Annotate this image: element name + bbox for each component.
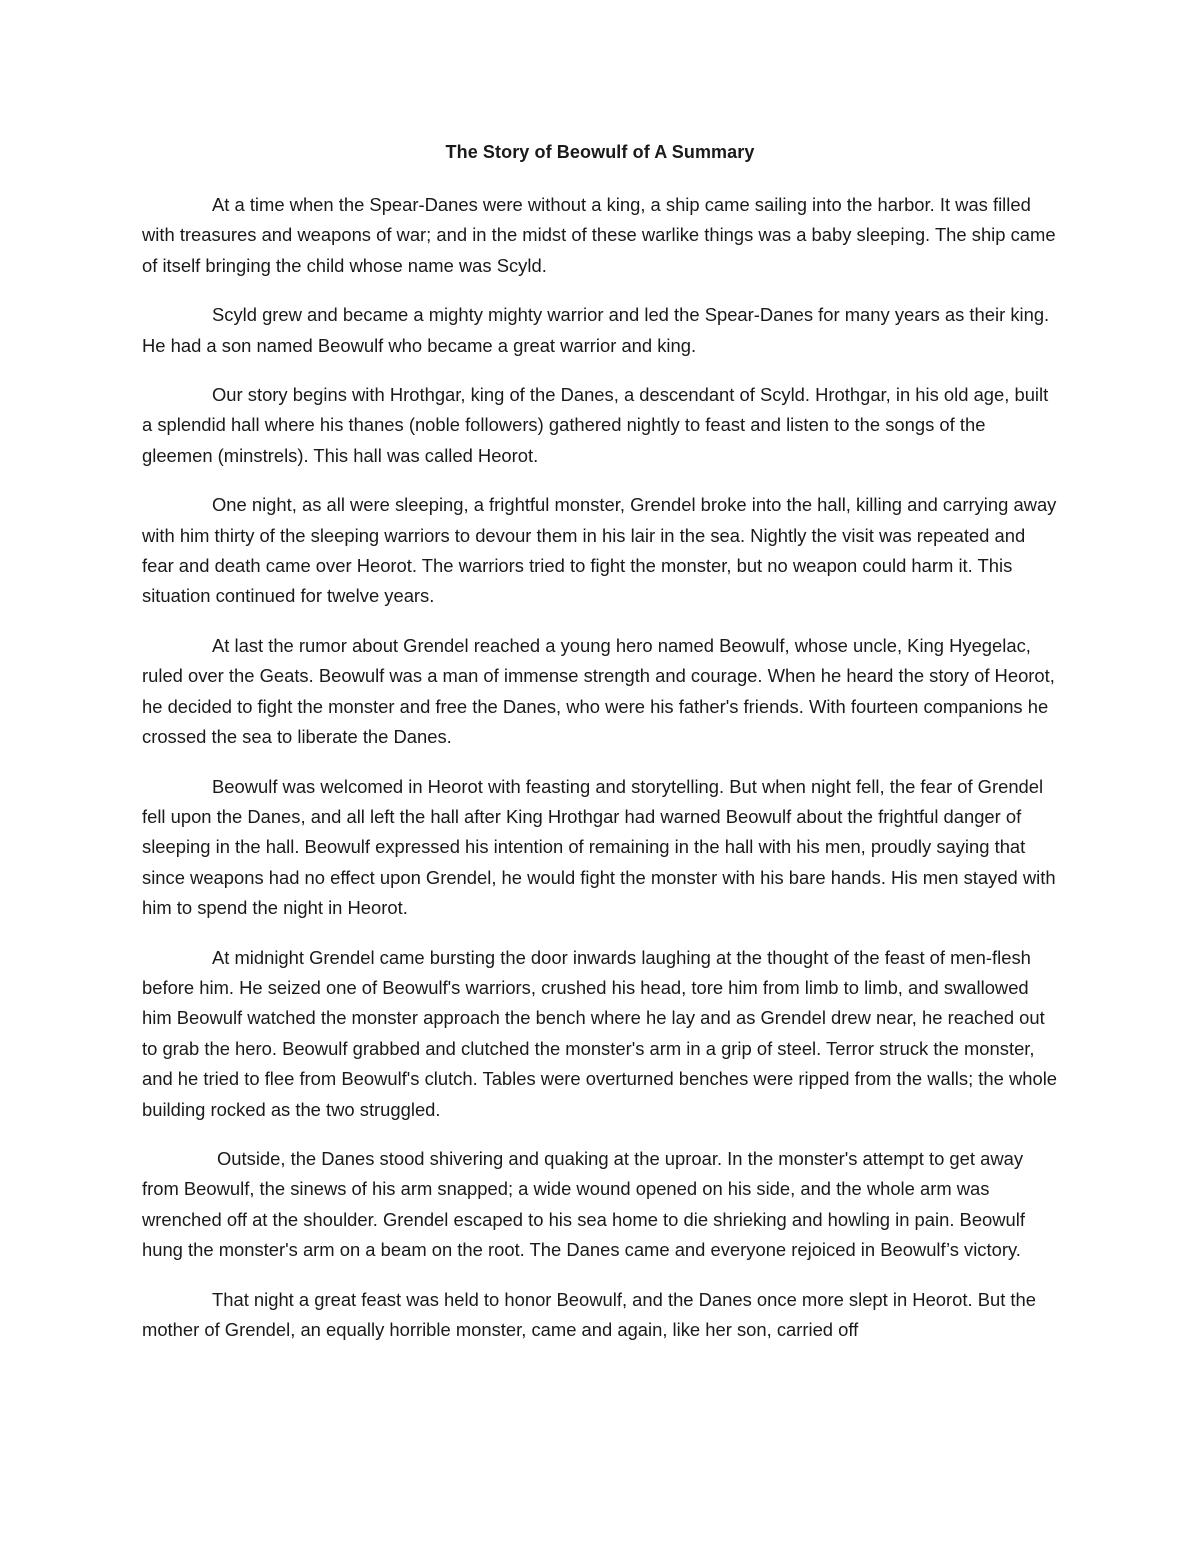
paragraph-8: Outside, the Danes stood shivering and quaking at the uproar. In the monster's attempt to get away from Beowulf, the sinews of his arm snapped; a wide wound opened on his side, and the whole arm was wrenched off at the shoulder. Grendel escaped to his sea home to die shrieking and howling in pain. Beowulf hung the monster's arm on a beam on the root. The Danes came and everyone rejoiced in Beowulf’s victory.: [142, 1147, 1025, 1261]
document-title: The Story of Beowulf of A Summary: [445, 142, 755, 162]
document-body: [142, 190, 1060, 1364]
paragraph-3: Our story begins with Hrothgar, king of the Danes, a descendant of Scyld. Hrothgar, in his old age, built a splendid hall where his thanes (noble followers) gathered nightly to feast and listen to the songs of the gleemen (minstrels). This hall was called Heorot.: [142, 384, 1049, 466]
paragraph-4: One night, as all were sleeping, a frightful monster, Grendel broke into the hall, killing and carrying away with him thirty of the sleeping warriors to devour them in his lair in the sea. Nightly the visit was repeated and fear and death came over Heorot. The warriors tried to fight the monster, but no weapon could harm it. This situation continued for twelve years.: [142, 494, 1057, 607]
paragraph-2: Scyld grew and became a mighty mighty warrior and led the Spear-Danes for many years as their king. He had a son named Beowulf who became a great warrior and king.: [142, 304, 1050, 356]
paragraph-9: That night a great feast was held to honor Beowulf, and the Danes once more slept in Heorot. But the mother of Grendel, an equally horrible monster, came and again, like her son, carried off: [142, 1288, 1036, 1340]
paragraph-1: At a time when the Spear-Danes were without a king, a ship came sailing into the harbor. It was filled with treasures and weapons of war; and in the midst of these warlike things was a baby sleeping. The ship came of itself bringing the child whose name was Scyld.: [142, 194, 1056, 276]
paragraph-7: At midnight Grendel came bursting the door inwards laughing at the thought of the feast of men-flesh before him. He seized one of Beowulf's warriors, crushed his head, tore him from limb to limb, and swallowed him Beowulf watched the monster approach the bench where he lay and as Grendel drew near, he reached out to grab the hero. Beowulf grabbed and clutched the monster's arm in a grip of steel. Terror struck the monster, and he tried to flee from Beowulf's clutch. Tables were overturned benches were ripped from the walls; the whole building rocked as the two struggled.: [142, 946, 1058, 1120]
paragraph-6: Beowulf was welcomed in Heorot with feasting and storytelling. But when night fell, the fear of Grendel fell upon the Danes, and all left the hall after King Hrothgar had warned Beowulf about the frightful danger of sleeping in the hall. Beowulf expressed his intention of remaining in the hall with his men, proudly saying that since weapons had no effect upon Grendel, he would fight the monster with his bare hands. His men stayed with him to spend the night in Heorot.: [142, 775, 1056, 919]
paragraph-5: At last the rumor about Grendel reached a young hero named Beowulf, whose uncle, King Hyegelac, ruled over the Geats. Beowulf was a man of immense strength and courage. When he heard the story of Heorot, he decided to fight the monster and free the Danes, who were his father's friends. With fourteen companions he crossed the sea to liberate the Danes.: [142, 634, 1055, 748]
